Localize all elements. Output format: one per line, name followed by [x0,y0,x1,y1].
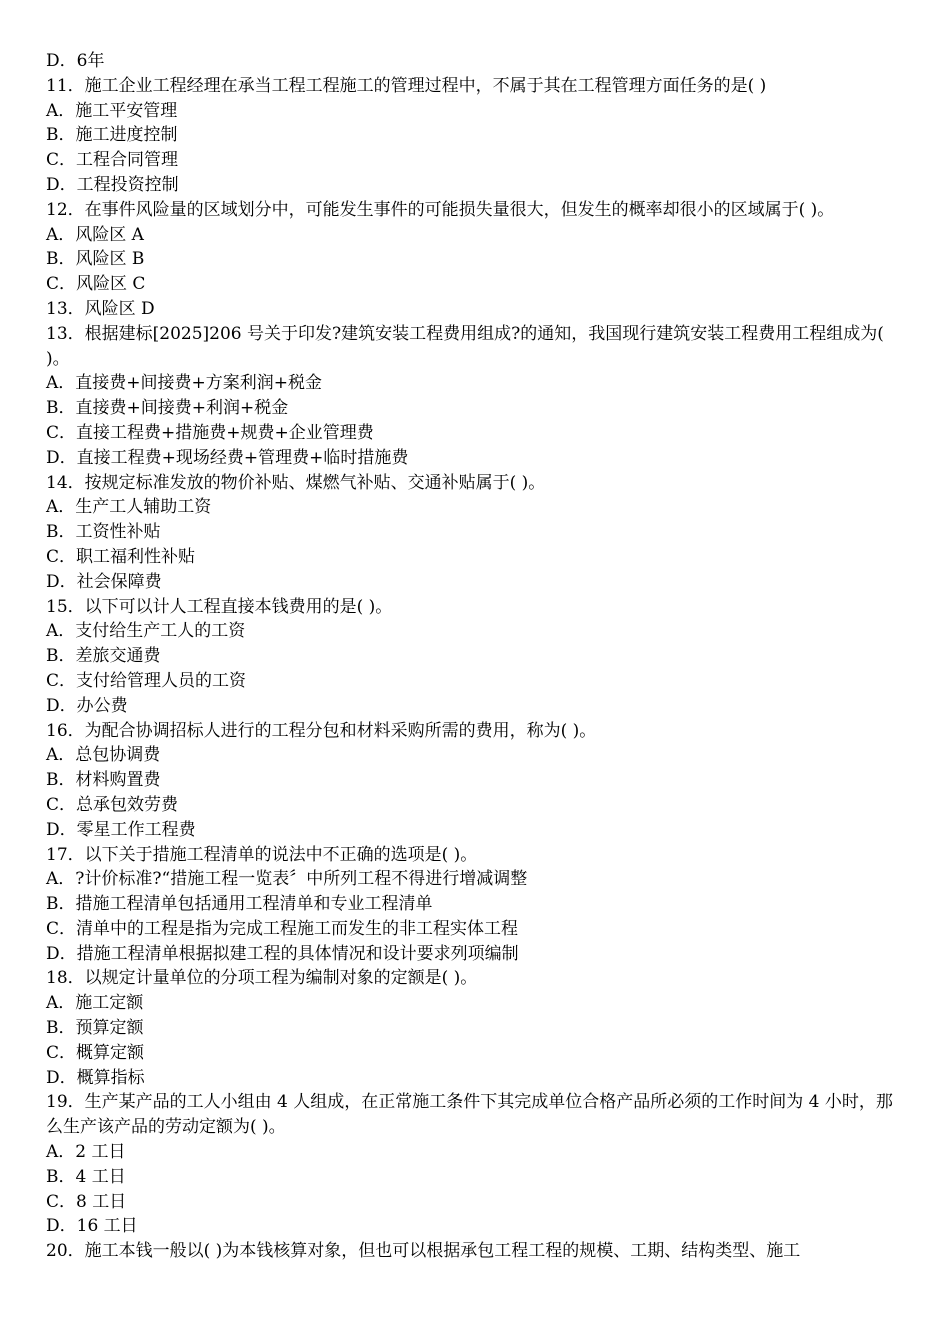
text-line: A．施工定额 [46,993,144,1014]
text-line: D．直接工程费+现场经费+管理费+临时措施费 [46,447,409,468]
text-line: 12．在事件风险量的区域划分中，可能发生事件的可能损失量很大，但发生的概率却很小的区域属于( )。 [46,199,835,220]
text-line: B．工资性补贴 [46,522,161,543]
text-line: B．施工进度控制 [46,125,178,146]
text-line: C．概算定额 [46,1042,145,1063]
text-line: A．总包协调费 [46,745,161,766]
text-line: B．材料购置费 [46,770,161,791]
text-line: D．概算指标 [46,1067,145,1088]
text-line: D．6年 [46,51,105,71]
text-line: A．施工平安管理 [46,100,178,121]
text-line: B．差旅交通费 [46,646,161,667]
text-line: A．支付给生产工人的工资 [46,621,246,642]
text-line: B．风险区 B [46,249,145,270]
text-line: 19．生产某产品的工人小组由 4 人组成，在正常施工条件下其完成单位合格产品所必须的工作时间为 4 小时，那么生产该产品的劳动定额为( )。 [46,1092,893,1138]
text-line: A．风险区 A [46,224,144,245]
text-line: D．16 工日 [46,1216,138,1237]
text-line: D．工程投资控制 [46,174,179,195]
text-line: A．直接费+间接费+方案利润+税金 [46,373,323,394]
text-line: 13．根据建标[2025]206 号关于印发?建筑安装工程费用组成?的通知，我国现行建筑安装工程费用工程组成为( )。 [46,323,884,369]
text-line: 13．风险区 D [46,298,155,319]
text-line: B．直接费+间接费+利润+税金 [46,398,289,419]
text-line: C．工程合同管理 [46,150,179,171]
text-line: C．风险区 C [46,274,146,295]
document-page [46,49,908,1264]
text-line: B．预算定额 [46,1018,144,1039]
text-line: C．清单中的工程是指为完成工程施工而发生的非工程实体工程 [46,918,519,939]
text-line: C．支付给管理人员的工资 [46,670,247,691]
text-line: 14．按规定标准发放的物价补贴、煤燃气补贴、交通补贴属于( )。 [46,472,546,493]
text-line: 15．以下可以计人工程直接本钱费用的是( )。 [46,596,393,617]
text-line: 17．以下关于措施工程清单的说法中不正确的选项是( )。 [46,844,478,865]
text-line: 20．施工本钱一般以( )为本钱核算对象，但也可以根据承包工程工程的规模、工期、结构类型、施工 [46,1241,801,1262]
text-line: A．生产工人辅助工资 [46,497,212,518]
text-line: C．8 工日 [46,1191,127,1212]
text-line: 11．施工企业工程经理在承当工程工程施工的管理过程中，不属于其在工程管理方面任务的是( ) [46,75,767,96]
text-line: A．?计价标准?“措施工程一览表〞中所列工程不得进行增减调整 [46,869,528,890]
text-line: D．措施工程清单根据拟建工程的具体情况和设计要求列项编制 [46,943,519,964]
text-line: C．职工福利性补贴 [46,546,196,567]
text-line: D．办公费 [46,695,128,716]
text-line: 18．以规定计量单位的分项工程为编制对象的定额是( )。 [46,968,478,989]
text-line: C．总承包效劳费 [46,794,179,815]
text-line: A．2 工日 [46,1142,126,1163]
text-line: C．直接工程费+措施费+规费+企业管理费 [46,422,374,443]
text-line: B．4 工日 [46,1166,126,1187]
text-line: 16．为配合协调招标人进行的工程分包和材料采购所需的费用，称为( )。 [46,720,597,741]
text-line: B．措施工程清单包括通用工程清单和专业工程清单 [46,894,433,915]
text-line: D．零星工作工程费 [46,819,196,840]
text-line: D．社会保障费 [46,571,162,592]
